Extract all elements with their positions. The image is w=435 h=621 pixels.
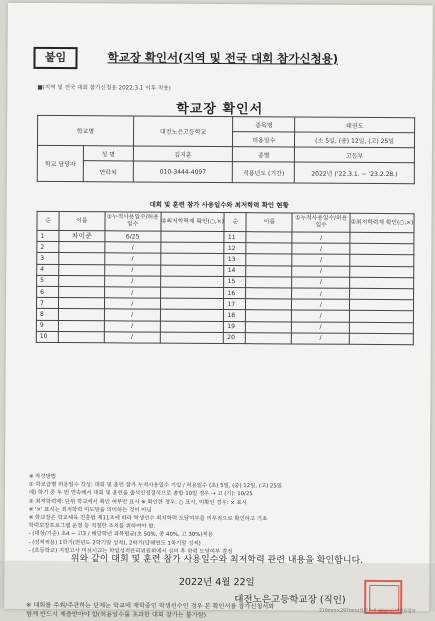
row-number: 9	[36, 320, 58, 331]
athlete-name	[246, 321, 292, 332]
principal-title: 대전노은고등학교장	[234, 594, 317, 606]
athlete-row	[36, 331, 413, 344]
athlete-name	[59, 264, 105, 275]
row-number: 8	[36, 309, 58, 320]
division-value: 고등부	[295, 147, 415, 163]
attachment-tag: 붙임	[33, 47, 77, 69]
academic-check	[350, 288, 414, 300]
days-used: /	[292, 243, 350, 255]
sport-label: 종목명	[233, 117, 295, 132]
academic-check	[160, 298, 224, 310]
phone-label: 연락처	[83, 161, 133, 182]
col-no: 순	[37, 211, 59, 230]
row-number: 11	[224, 232, 246, 243]
row-number: 15	[224, 276, 246, 287]
days-used: /	[105, 264, 161, 276]
col-days: ①누적사용일수/허용일수	[292, 213, 350, 232]
row-number: 12	[224, 243, 246, 254]
phone-value: 010-3444-4097	[133, 161, 233, 183]
form-spec: 210mm×297mm(일반용지 60g/㎡(재활용품))	[319, 608, 416, 615]
year-label: 적용년도 (기간)	[233, 162, 295, 183]
days-used: /	[292, 333, 350, 345]
issue-date: 2022년 4월 22일	[178, 576, 255, 589]
sport-value: 태권도	[295, 117, 415, 133]
note-line: ② 최저학력제: 단위 학교에서 확인 여부만 표시 ※ 확인한 경우: ○ 표시, 미확인 경우: × 표시	[28, 498, 247, 506]
athlete-name	[59, 275, 105, 286]
division-label: 종별	[233, 147, 295, 162]
row-number: 18	[224, 310, 246, 321]
year-value: 2022년 (’22.3.1. ~ ’23.2.28.)	[294, 162, 414, 184]
row-number: 1	[37, 230, 59, 241]
document-title: 학교장 확인서(지역 및 전국 대회 참가신청용)	[107, 50, 339, 66]
academic-check	[350, 243, 414, 255]
athlete-name	[246, 276, 292, 287]
table-subtitle: 대회 및 훈련 참가 사용일수와 최저학력 확인 현황	[149, 200, 289, 210]
academic-check	[349, 322, 413, 334]
row-number: 17	[224, 299, 246, 310]
athlete-name	[246, 310, 292, 321]
row-number: 10	[36, 331, 58, 342]
note-line: - (대상/기준) 초4 ~ 고3 / 해당학년 과목평균(초 50%, 중 40%, 고 30%)적용	[28, 531, 213, 539]
academic-check	[350, 277, 414, 289]
row-number: 4	[37, 264, 59, 275]
academic-check	[160, 332, 224, 344]
row-number: 2	[37, 242, 59, 253]
main-title: 학교장 확인서	[176, 101, 264, 118]
days-used: /	[292, 277, 350, 289]
allowed-days-value: (소 5일, (중) 12일, (고) 25일	[295, 132, 415, 148]
athlete-name: 차이준	[59, 231, 105, 242]
footnote	[26, 601, 274, 621]
note-line: ※ 작성방법	[28, 473, 57, 481]
academic-check	[350, 299, 414, 311]
school-info-table	[37, 115, 415, 184]
school-contact-label: 학교 담당자	[37, 145, 83, 181]
days-used: /	[292, 266, 350, 278]
days-used: /	[105, 253, 161, 265]
athlete-name	[246, 332, 292, 343]
days-used: 6/25	[105, 231, 161, 243]
days-used: /	[292, 321, 350, 333]
footnote-line: 함께 반드시 제출받아야 함(허용일수를 초과한 대회 참가는 불가함)	[26, 610, 207, 619]
row-number: 3	[37, 253, 59, 264]
days-used: /	[104, 309, 160, 321]
row-number: 13	[224, 254, 246, 265]
name-value: 김지훈	[133, 146, 233, 162]
allowed-days-label: 허용일수	[233, 132, 295, 147]
days-used: /	[104, 331, 160, 343]
days-used: /	[292, 254, 350, 266]
athlete-name	[58, 320, 104, 331]
col-name: 이름	[59, 212, 105, 231]
row-number: 14	[224, 265, 246, 276]
note-line: - (초등학교) 지필고사 미실시교는 학업성적관리위원회에서 심의 후 학력 도달여부 결정	[28, 547, 233, 555]
athlete-table	[36, 211, 415, 345]
reference-note: ■(지역 및 전국 대회 참가신청용 2022.3.1 이후 적용)	[37, 84, 171, 92]
athlete-name	[246, 232, 292, 243]
academic-check	[350, 232, 414, 244]
athlete-name	[58, 298, 104, 309]
academic-check	[160, 287, 224, 299]
academic-check	[350, 266, 414, 278]
academic-check	[160, 276, 224, 288]
academic-check	[350, 311, 414, 323]
row-number: 19	[224, 321, 246, 332]
academic-check	[160, 265, 224, 277]
academic-check	[349, 333, 413, 345]
athlete-name	[246, 299, 292, 310]
col-no: 순	[224, 213, 246, 232]
row-number: 7	[36, 298, 58, 309]
name-label: 성 명	[83, 146, 133, 161]
athlete-name	[246, 288, 292, 299]
days-used: /	[104, 298, 160, 310]
days-used: /	[104, 320, 160, 332]
days-used: /	[104, 287, 160, 299]
note-line: ※ '×' 표시는 최저학력 미도달을 의미하는 것이 아님	[28, 506, 152, 514]
notes-section	[28, 473, 282, 557]
days-used: /	[105, 242, 161, 254]
athlete-name	[59, 253, 105, 264]
school-name-value: 대전노은고등학교	[133, 116, 233, 147]
athlete-name	[59, 286, 105, 297]
seal-label: (직인)	[319, 594, 346, 606]
col-check: ②최저학력제 확인(○,×)	[161, 212, 225, 231]
days-used: /	[104, 276, 160, 288]
footnote-line: ※ 대회를 주최/주관하는 단체는 학교에 재학중인 학생선수인 경우 본 확인서를 참가신청서와	[26, 601, 275, 611]
days-used: /	[292, 232, 350, 244]
academic-check	[160, 242, 224, 254]
note-line: 학력보장프로그램 운영 등 적절한 조치를 취하여야 함.	[28, 523, 156, 530]
athlete-name	[58, 331, 104, 342]
row-number: 16	[224, 287, 246, 298]
athlete-name	[246, 265, 292, 276]
academic-check	[160, 321, 224, 333]
row-number: 20	[224, 332, 246, 343]
athlete-table-header	[37, 211, 414, 232]
school-name-label: 학교명	[37, 115, 133, 146]
academic-check	[161, 231, 225, 243]
days-used: /	[292, 299, 350, 311]
row-number: 6	[37, 286, 59, 297]
note-line: 예) 학기 중 두 번 연속해서 대회 및 훈련을 출석인정결석으로 총합 10일 경우 → 고 (기): 10/25	[28, 490, 253, 498]
confirmation-text: 위와 같이 대회 및 훈련 참가 사용일수와 최저학력 관련 내용을 확인합니다.	[70, 554, 364, 566]
athlete-name	[246, 243, 292, 254]
col-check: ②최저학력제 확인(○,×)	[350, 213, 414, 232]
days-used: /	[292, 288, 350, 300]
document-page	[4, 3, 433, 619]
days-used: /	[292, 310, 350, 322]
academic-check	[160, 309, 224, 321]
note-line: ① 학교급별 허용일수 작성: 대회 및 훈련 참가 누적사용일수 기입 / 허용일수 (초) 5일, (중) 12일, (고) 25일	[28, 482, 282, 490]
athlete-name	[246, 254, 292, 265]
academic-check	[160, 254, 224, 266]
academic-check	[350, 255, 414, 267]
col-name: 이름	[246, 213, 292, 232]
athlete-name	[59, 242, 105, 253]
note-line: ※ 학교장은 학교체육 진흥법 제11조에 따라 학생선수 최저학력 도달여부를 의무적으로 확인하고 기초	[28, 514, 268, 523]
col-days: ①누적사용일수/허용일수	[105, 212, 161, 231]
row-number: 5	[37, 275, 59, 286]
note-line: - (성적적용) 1학기(전년도 2학기말 성적), 2학기(당해연도 1학기말 성적)	[28, 539, 201, 547]
athlete-name	[58, 309, 104, 320]
